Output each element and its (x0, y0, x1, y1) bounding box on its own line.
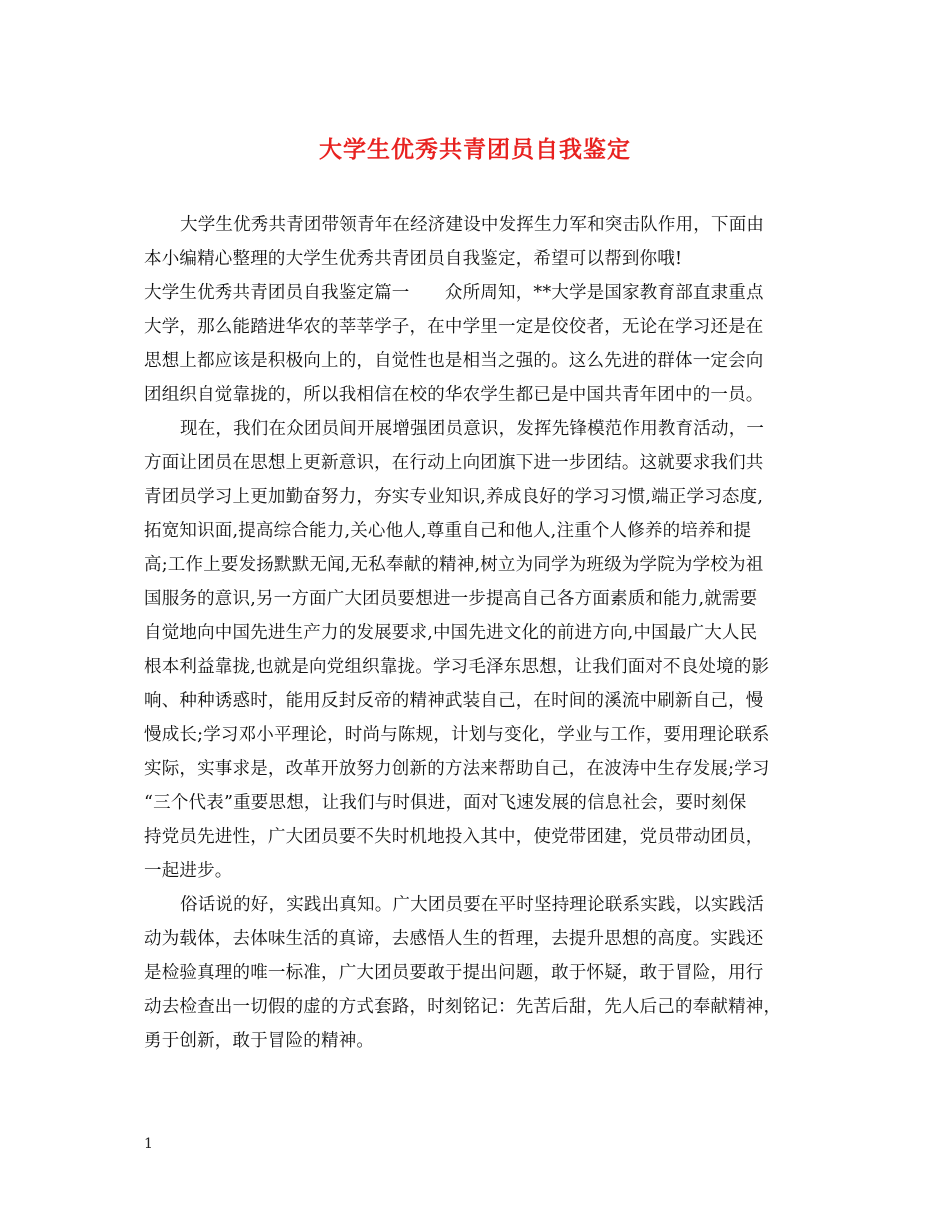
body-line: 是检验真理的唯一标准，广大团员要敢于提出问题，敢于怀疑，敢于冒险，用行 (144, 963, 764, 983)
body-line: 现在，我们在众团员间开展增强团员意识，发挥先锋模范作用教育活动，一 (180, 419, 765, 439)
body-line: 思想上都应该是积极向上的，自觉性也是相当之强的。这么先进的群体一定会向 (144, 351, 764, 371)
page-number: 1 (144, 1136, 153, 1152)
body-line: 团组织自觉靠拢的，所以我相信在校的华农学生都已是中国共青年团中的一员。 (144, 385, 764, 405)
body-line: 动为载体，去体味生活的真谛，去感悟人生的哲理，去提升思想的高度。实践还 (144, 929, 764, 949)
body-line: 俗话说的好，实践出真知。广大团员要在平时坚持理论联系实践，以实践活 (180, 895, 765, 915)
body-line: “三个代表”重要思想，让我们与时俱进，面对飞速发展的信息社会，要时刻保 (144, 793, 747, 813)
body-line: 持党员先进性，广大团员要不失时机地投入其中，使党带团建，党员带动团员， (144, 827, 764, 847)
body-line: 大学生优秀共青团员自我鉴定篇一 众所周知，**大学是国家教育部直隶重点 (144, 283, 764, 303)
document-title: 大学生优秀共青团员自我鉴定 (319, 136, 631, 163)
body-line: 本小编精心整理的大学生优秀共青团员自我鉴定，希望可以帮到你哦! (144, 249, 683, 269)
body-line: 方面让团员在思想上更新意识，在行动上向团旗下进一步团结。这就要求我们共 (144, 453, 764, 473)
body-line: 勇于创新，敢于冒险的精神。 (144, 1031, 375, 1051)
body-line: 动去检查出一切假的虚的方式套路，时刻铭记：先苦后甜，先人后己的奉献精神， (144, 997, 782, 1017)
body-line: 大学生优秀共青团带领青年在经济建设中发挥生力军和突击队作用，下面由 (180, 215, 765, 235)
body-line: 国服务的意识,另一方面广大团员要想进一步提高自己各方面素质和能力,就需要 (144, 589, 758, 609)
body-line: 一起进步。 (144, 861, 233, 881)
body-line: 青团员学习上更加勤奋努力，夯实专业知识,养成良好的学习习惯,端正学习态度, (144, 487, 764, 507)
body-line: 大学，那么能踏进华农的莘莘学子，在中学里一定是佼佼者，无论在学习还是在 (144, 317, 764, 337)
body-line: 根本利益靠拢,也就是向党组织靠拢。学习毛泽东思想，让我们面对不良处境的影 (144, 657, 770, 677)
body-line: 响、种种诱惑时，能用反封反帝的精神武装自己，在时间的溪流中刷新自己，慢 (144, 691, 764, 711)
document-body (144, 208, 824, 1058)
body-line: 实际，实事求是，改革开放努力创新的方法来帮助自己，在波涛中生存发展;学习 (144, 759, 770, 779)
body-line: 高;工作上要发扬默默无闻,无私奉献的精神,树立为同学为班级为学院为学校为祖 (144, 555, 764, 575)
body-line: 慢成长;学习邓小平理论，时尚与陈规，计划与变化，学业与工作，要用理论联系 (144, 725, 770, 745)
body-line: 拓宽知识面,提高综合能力,关心他人,尊重自己和他人,注重个人修养的培养和提 (144, 521, 752, 541)
body-line: 自觉地向中国先进生产力的发展要求,中国先进文化的前进方向,中国最广大人民 (144, 623, 758, 643)
